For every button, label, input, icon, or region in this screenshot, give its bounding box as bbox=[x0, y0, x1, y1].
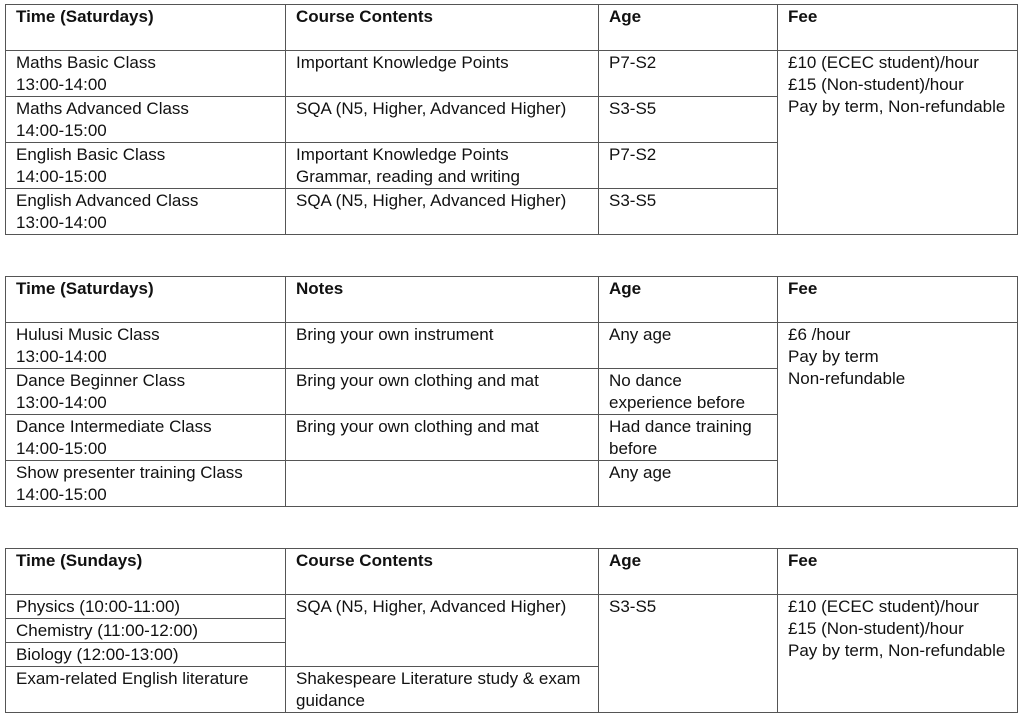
class-time-cell bbox=[6, 51, 286, 97]
course-contents-cell bbox=[286, 143, 599, 189]
sunday-academic-table bbox=[5, 548, 1018, 713]
age-cell: No dance experience before bbox=[599, 369, 778, 415]
class-time-cell bbox=[6, 415, 286, 461]
header-age: Age bbox=[599, 5, 778, 51]
table-row bbox=[6, 323, 1018, 369]
class-time-cell bbox=[6, 369, 286, 415]
fee-student: £10 (ECEC student)/hour bbox=[788, 597, 979, 616]
header-time: Time (Saturdays) bbox=[6, 5, 286, 51]
class-name: Dance Intermediate Class bbox=[16, 417, 212, 436]
fee-non-student: £15 (Non-student)/hour bbox=[788, 75, 964, 94]
class-time-cell bbox=[6, 189, 286, 235]
age-cell: P7-S2 bbox=[599, 143, 778, 189]
fee-student: £10 (ECEC student)/hour bbox=[788, 53, 979, 72]
fee-cell bbox=[778, 51, 1018, 235]
class-time: 14:00-15:00 bbox=[16, 485, 107, 504]
fee-refund: Non-refundable bbox=[788, 369, 906, 388]
table-header-row bbox=[6, 277, 1018, 323]
subject-time-cell: Physics (10:00-11:00) bbox=[6, 595, 286, 619]
class-time: 14:00-15:00 bbox=[16, 439, 107, 458]
header-age: Age bbox=[599, 549, 778, 595]
notes-cell bbox=[286, 461, 599, 507]
course-contents-line: Grammar, reading and writing bbox=[296, 167, 520, 186]
class-name: Show presenter training Class bbox=[16, 463, 243, 482]
age-cell: S3-S5 bbox=[599, 595, 778, 713]
fee-cell bbox=[778, 323, 1018, 507]
subject-time-cell: Biology (12:00-13:00) bbox=[6, 643, 286, 667]
table-header-row bbox=[6, 549, 1018, 595]
class-time-cell bbox=[6, 461, 286, 507]
header-notes: Notes bbox=[286, 277, 599, 323]
header-fee: Fee bbox=[778, 549, 1018, 595]
header-course-contents: Course Contents bbox=[286, 549, 599, 595]
course-contents-cell: SQA (N5, Higher, Advanced Higher) bbox=[286, 97, 599, 143]
notes-cell: Bring your own clothing and mat bbox=[286, 415, 599, 461]
header-fee: Fee bbox=[778, 5, 1018, 51]
class-name: Maths Basic Class bbox=[16, 53, 156, 72]
table-header-row bbox=[6, 5, 1018, 51]
class-name: English Advanced Class bbox=[16, 191, 199, 210]
course-contents-line: Important Knowledge Points bbox=[296, 145, 509, 164]
header-time: Time (Saturdays) bbox=[6, 277, 286, 323]
age-cell: S3-S5 bbox=[599, 97, 778, 143]
header-time: Time (Sundays) bbox=[6, 549, 286, 595]
age-cell: P7-S2 bbox=[599, 51, 778, 97]
course-contents-cell: SQA (N5, Higher, Advanced Higher) bbox=[286, 595, 599, 667]
course-contents-cell: Shakespeare Literature study & exam guidance bbox=[286, 667, 599, 713]
course-contents-cell: Important Knowledge Points bbox=[286, 51, 599, 97]
fee-cell bbox=[778, 595, 1018, 713]
class-time-cell bbox=[6, 323, 286, 369]
class-time: 13:00-14:00 bbox=[16, 347, 107, 366]
table-row bbox=[6, 595, 1018, 619]
table-row bbox=[6, 51, 1018, 97]
notes-cell: Bring your own clothing and mat bbox=[286, 369, 599, 415]
class-name: English Basic Class bbox=[16, 145, 166, 164]
class-time: 13:00-14:00 bbox=[16, 393, 107, 412]
subject-time-cell: Chemistry (11:00-12:00) bbox=[6, 619, 286, 643]
class-time-cell bbox=[6, 97, 286, 143]
fee-terms: Pay by term, Non-refundable bbox=[788, 641, 1006, 660]
class-time: 13:00-14:00 bbox=[16, 75, 107, 94]
class-name: Dance Beginner Class bbox=[16, 371, 186, 390]
subject-time-cell: Exam-related English literature bbox=[6, 667, 286, 713]
class-time-cell bbox=[6, 143, 286, 189]
header-fee: Fee bbox=[778, 277, 1018, 323]
age-cell: Any age bbox=[599, 323, 778, 369]
class-name: Maths Advanced Class bbox=[16, 99, 189, 118]
age-cell: Had dance training before bbox=[599, 415, 778, 461]
notes-cell: Bring your own instrument bbox=[286, 323, 599, 369]
header-age: Age bbox=[599, 277, 778, 323]
age-cell: S3-S5 bbox=[599, 189, 778, 235]
class-time: 13:00-14:00 bbox=[16, 213, 107, 232]
class-name: Hulusi Music Class bbox=[16, 325, 160, 344]
fee-non-student: £15 (Non-student)/hour bbox=[788, 619, 964, 638]
class-time: 14:00-15:00 bbox=[16, 121, 107, 140]
age-cell: Any age bbox=[599, 461, 778, 507]
saturday-academic-table bbox=[5, 4, 1018, 235]
header-course-contents: Course Contents bbox=[286, 5, 599, 51]
fee-rate: £6 /hour bbox=[788, 325, 851, 344]
fee-terms: Pay by term, Non-refundable bbox=[788, 97, 1006, 116]
fee-payment: Pay by term bbox=[788, 347, 879, 366]
saturday-activities-table bbox=[5, 276, 1018, 507]
class-time: 14:00-15:00 bbox=[16, 167, 107, 186]
course-contents-cell: SQA (N5, Higher, Advanced Higher) bbox=[286, 189, 599, 235]
